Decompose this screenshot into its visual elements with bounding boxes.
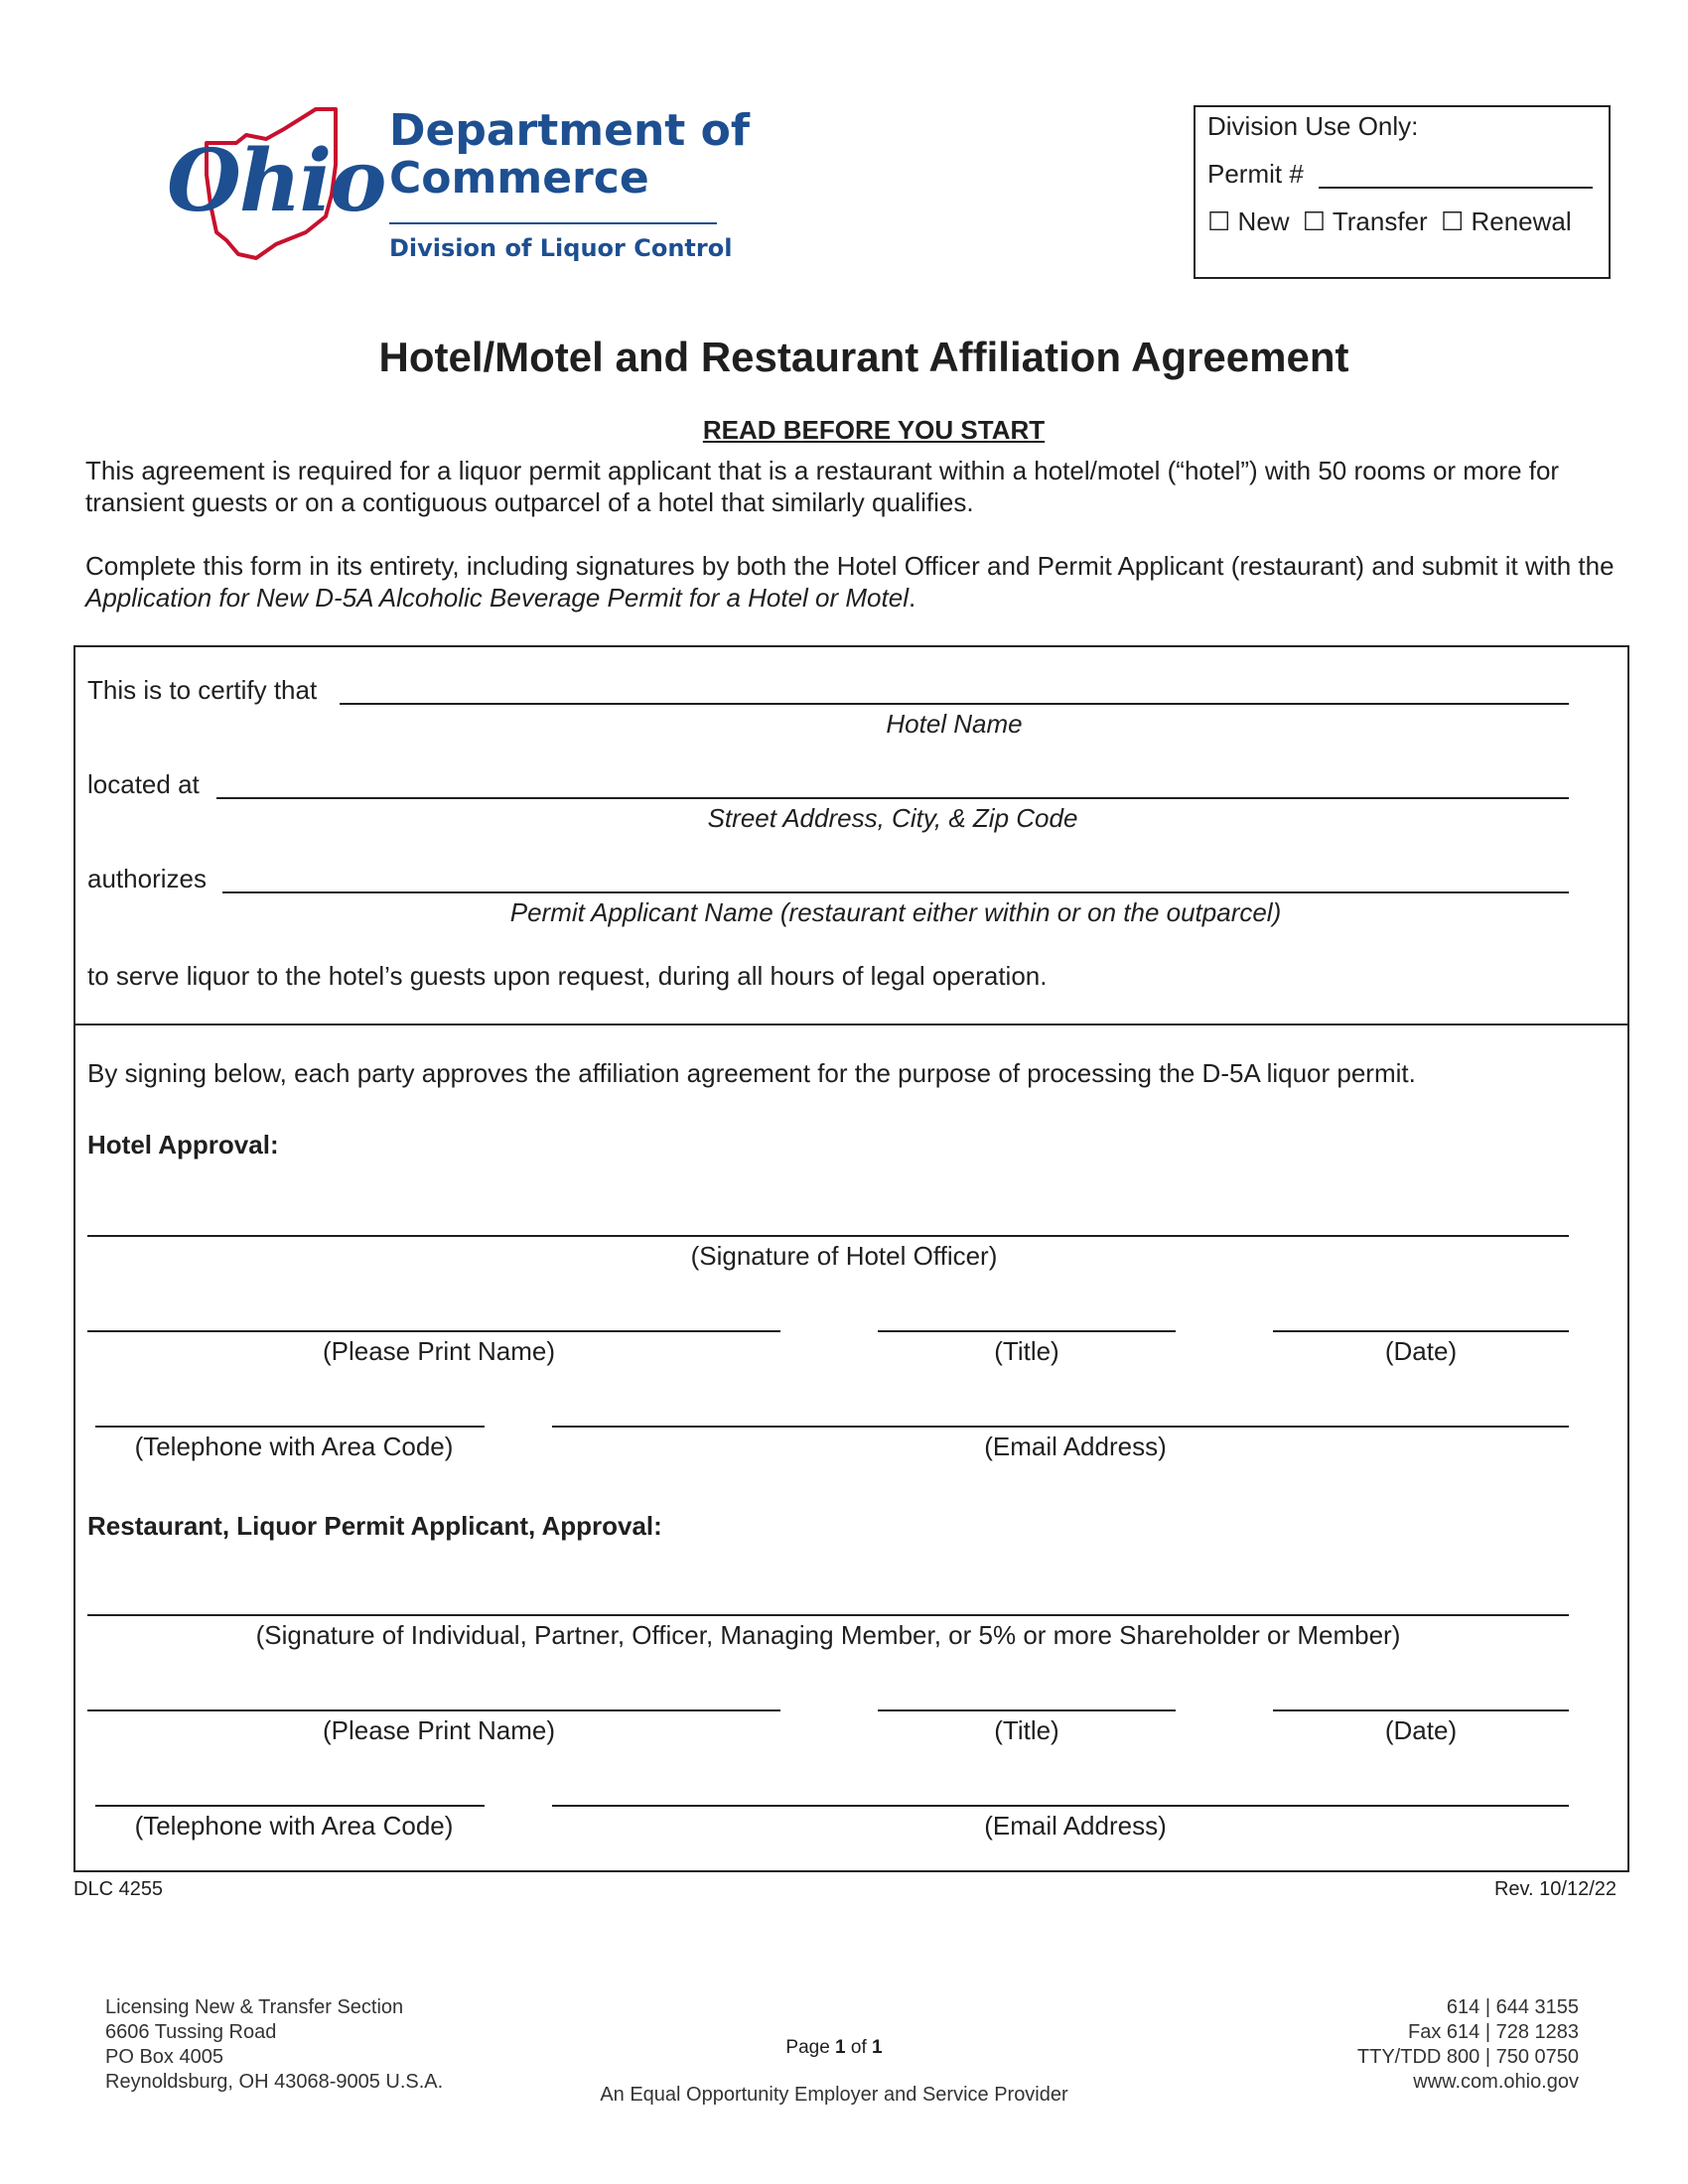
hotel-email-hint: (Email Address): [984, 1432, 1167, 1461]
dept-line-2: Commerce: [389, 153, 649, 204]
address-hint: Street Address, City, & Zip Code: [707, 803, 1078, 833]
hotel-date-field[interactable]: [1273, 1330, 1569, 1332]
hotel-name-field[interactable]: [340, 703, 1569, 705]
restaurant-signature-hint: (Signature of Individual, Partner, Officer, Managing Member, or 5% or more Shareholder or Member): [255, 1620, 1401, 1650]
dept-line-1: Department of: [389, 105, 751, 156]
restaurant-title-hint: (Title): [994, 1715, 1059, 1745]
restaurant-signature-field[interactable]: [87, 1614, 1569, 1616]
restaurant-date-hint: (Date): [1384, 1715, 1458, 1745]
page-title: Hotel/Motel and Restaurant Affiliation Agreement: [378, 334, 1349, 380]
hotel-email-field[interactable]: [552, 1426, 1569, 1428]
authorizes-label: authorizes: [87, 864, 207, 893]
approval-intro: By signing below, each party approves the affiliation agreement for the purpose of processing the D-5A liquor permit.: [87, 1058, 1416, 1088]
hotel-title-field[interactable]: [878, 1330, 1176, 1332]
hotel-title-hint: (Title): [994, 1336, 1059, 1366]
restaurant-phone-field[interactable]: [95, 1805, 485, 1807]
hotel-approval-heading: Hotel Approval:: [87, 1130, 279, 1160]
eoe-statement: An Equal Opportunity Employer and Service Provider: [600, 2084, 1068, 2106]
revision-date: Rev. 10/12/22: [1493, 1878, 1617, 1900]
hotel-name-hint: Hotel Name: [886, 709, 1023, 739]
footer-contacts: 614 | 644 3155 Fax 614 | 728 1283 TTY/TDD 800 | 750 0750 www.com.ohio.gov: [1281, 1995, 1579, 2095]
section-divider: [73, 1024, 1629, 1025]
permit-number-field[interactable]: [1319, 187, 1593, 189]
checkbox-transfer[interactable]: ☐ Transfer: [1302, 206, 1428, 236]
permit-applicant-hint: Permit Applicant Name (restaurant either within or on the outparcel): [509, 897, 1282, 927]
hotel-signature-field[interactable]: [87, 1235, 1569, 1237]
certify-closing: to serve liquor to the hotel’s guests upon request, during all hours of legal operation.: [87, 961, 1048, 991]
read-before-heading: READ BEFORE YOU START: [702, 415, 1046, 445]
restaurant-email-hint: (Email Address): [984, 1811, 1167, 1841]
checkbox-new[interactable]: ☐ New: [1207, 206, 1290, 236]
hotel-phone-hint: (Telephone with Area Code): [134, 1432, 454, 1461]
intro-paragraph-1: This agreement is required for a liquor permit applicant that is a restaurant within a hotel/motel (“hotel”) with 50 rooms or more for transient guests or on a contiguous outparcel of a hotel that similarly qualifies.: [85, 456, 1560, 517]
restaurant-phone-hint: (Telephone with Area Code): [134, 1811, 454, 1841]
logo-divider: [389, 222, 717, 224]
footer-address: Licensing New & Transfer Section 6606 Tussing Road PO Box 4005 Reynoldsburg, OH 43068-9005 U.S.A.: [105, 1996, 444, 2093]
address-field[interactable]: [216, 797, 1569, 799]
page-number: Page 1 of 1: [785, 2037, 883, 2058]
checkbox-renewal[interactable]: ☐ Renewal: [1440, 206, 1572, 236]
hotel-print-name-hint: (Please Print Name): [322, 1336, 556, 1366]
ohio-logo-text: Ohio: [167, 131, 385, 231]
hotel-phone-field[interactable]: [95, 1426, 485, 1428]
form-id: DLC 4255: [73, 1878, 164, 1900]
restaurant-email-field[interactable]: [552, 1805, 1569, 1807]
restaurant-print-name-hint: (Please Print Name): [322, 1715, 556, 1745]
restaurant-date-field[interactable]: [1273, 1709, 1569, 1711]
division-name: Division of Liquor Control: [389, 234, 733, 262]
restaurant-print-name-field[interactable]: [87, 1709, 780, 1711]
ohio-logo: [167, 105, 385, 264]
hotel-signature-hint: (Signature of Hotel Officer): [690, 1241, 998, 1271]
intro-paragraph-2: Complete this form in its entirety, including signatures by both the Hotel Officer and Permit Applicant (restaurant) and submit it with the Application for New D-5A Alcoholic Beverage Permit for a Hotel or Motel.: [85, 551, 1615, 613]
website-link[interactable]: www.com.ohio.gov: [1413, 2071, 1579, 2093]
permit-applicant-field[interactable]: [222, 891, 1569, 893]
certify-label: This is to certify that: [87, 675, 318, 705]
restaurant-title-field[interactable]: [878, 1709, 1176, 1711]
located-at-label: located at: [87, 769, 200, 799]
division-use-box: [1194, 105, 1611, 279]
restaurant-approval-heading: Restaurant, Liquor Permit Applicant, Approval:: [87, 1511, 662, 1541]
hotel-print-name-field[interactable]: [87, 1330, 780, 1332]
permit-label: Permit #: [1207, 159, 1304, 189]
division-use-title: Division Use Only:: [1207, 111, 1419, 141]
hotel-date-hint: (Date): [1384, 1336, 1458, 1366]
